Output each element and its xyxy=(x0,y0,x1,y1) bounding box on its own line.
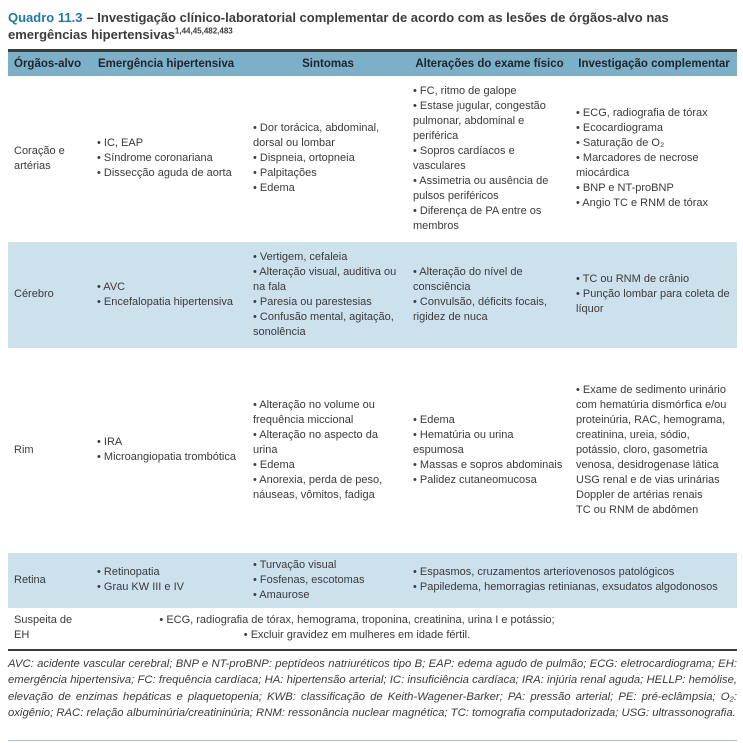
cell-line: USG renal e de vias urinárias xyxy=(576,473,720,486)
cell-line: • Hematúria ou urina espumosa xyxy=(413,428,514,456)
cell-line: • Amaurose xyxy=(253,588,310,601)
cell-line: • Anorexia, perda de peso, náuseas, vômitos, fadiga xyxy=(253,473,383,501)
exam-cell xyxy=(408,348,571,553)
cell-line: • Sopros cardíacos e vasculares xyxy=(413,144,515,172)
symptoms-cell xyxy=(248,348,408,553)
cell-line: • Alteração visual, auditiva ou na fala xyxy=(253,265,397,293)
header-exam: Alterações do exame físico xyxy=(408,51,571,76)
cell-line: • Paresia ou parestesias xyxy=(253,295,372,308)
suspected-eh-merged-cell xyxy=(92,608,737,649)
cell-line: • Assimetria ou ausência de pulsos periféricos xyxy=(413,174,549,202)
organ-cell xyxy=(8,76,92,242)
exam-cell xyxy=(408,242,571,348)
cell-line: • BNP e NT-proBNP xyxy=(576,182,674,194)
cell-line: Coração e artérias xyxy=(14,144,65,172)
header-emergency: Emergência hipertensiva xyxy=(92,51,248,76)
symptoms-cell xyxy=(248,242,408,348)
cell-line: • Microangiopatia trombótica xyxy=(97,451,236,463)
cell-line: • Dissecção aguda de aorta xyxy=(97,167,232,179)
cell-line: Retina xyxy=(14,573,46,586)
cell-line: • Turvação visual xyxy=(253,558,337,571)
investigation-cell xyxy=(571,242,737,348)
cell-line: • IRA xyxy=(97,436,123,448)
cell-line: • Palpitações xyxy=(253,167,317,179)
investigation-cell xyxy=(571,76,737,242)
symptoms-cell xyxy=(248,76,408,242)
table-body xyxy=(8,76,737,649)
cell-line: • Angio TC e RNM de tórax xyxy=(576,197,709,209)
cell-line: Rim xyxy=(14,443,34,456)
cell-line: • ECG, radiografia de tórax xyxy=(576,107,708,119)
cell-line: • Edema xyxy=(253,458,295,471)
emergency-cell xyxy=(92,553,248,608)
cell-line: • Diferença de PA entre os membros xyxy=(413,204,542,232)
cell-line: • Edema xyxy=(413,413,455,426)
cell-line: Suspeita de EH xyxy=(14,614,73,641)
table-row xyxy=(8,553,737,608)
cell-line: • Dispneia, ortopneia xyxy=(253,152,355,164)
organ-cell xyxy=(8,608,92,649)
cell-line: • Exame de sedimento urinário com hematúria dismórfica e/ou proteinúria, RAC, hemograma, creatinina, ureia, sódio, potássio, cloro, gasometria venosa, desidrogenase lática xyxy=(576,383,727,471)
cell-line: • Saturação de O₂ xyxy=(576,137,665,149)
bottom-rule xyxy=(8,740,737,741)
cell-line: • Espasmos, cruzamentos arteriovenosos patológicos xyxy=(413,566,675,578)
quadro-table xyxy=(8,49,737,649)
table-title xyxy=(8,9,737,43)
organ-cell xyxy=(8,242,92,348)
table-header xyxy=(8,51,737,76)
cell-line: • Confusão mental, agitação, sonolência xyxy=(253,310,394,338)
emergency-cell xyxy=(92,348,248,553)
cell-line: • Alteração do nível de consciência xyxy=(413,265,523,293)
cell-line: Cérebro xyxy=(14,288,54,300)
header-investigation: Investigação complementar xyxy=(571,51,737,76)
cell-line: • Marcadores de necrose miocárdica xyxy=(576,152,699,179)
symptoms-cell xyxy=(248,553,408,608)
organ-cell xyxy=(8,348,92,553)
table-row xyxy=(8,76,737,242)
cell-line: • Massas e sopros abdominais xyxy=(413,458,563,471)
cell-line: • Grau KW III e IV xyxy=(97,581,184,593)
cell-line: • Palidez cutaneomucosa xyxy=(413,473,537,486)
cell-line: • IC, EAP xyxy=(97,137,144,149)
cell-line: • Alteração no aspecto da urina xyxy=(253,428,378,456)
cell-line: • Estase jugular, congestão pulmonar, abdominal e periférica xyxy=(413,99,546,142)
table-title-text: – Investigação clínico-laboratorial complementar de acordo com as lesões de órgãos-alvo nas emergências hipertensivas xyxy=(8,10,669,42)
table-title-number: Quadro 11.3 xyxy=(8,10,83,25)
abbreviations-footnote: AVC: acidente vascular cerebral; BNP e NT-proBNP: peptídeos natriuréticos tipo B; EAP: edema agudo de pulmão; ECG: eletrocardiograma; EH: emergência hipertensiva; FC: frequência cardíaca; HA: hipertensão arterial; IC: insuficiência cardíaca; IRA: injúria renal aguda; HELLP: hemólise, elevação de enzimas hepáticas e plaquetopenia; KWB: classificação de Keith-Wagener-Barker; PA: pressão arterial; PE: pré-eclâmpsia; O₂: oxigênio; RAC: relação albuminúria/creatininúria; RNM: ressonância nuclear magnética; TC: tomografia computadorizada; USG: ultrassonografia. xyxy=(8,649,737,725)
emergency-cell xyxy=(92,76,248,242)
header-row xyxy=(8,51,737,76)
header-symptoms: Sintomas xyxy=(248,51,408,76)
header-organs: Órgãos-alvo xyxy=(8,51,92,76)
cell-line: • Dor torácica, abdominal, dorsal ou lombar xyxy=(253,122,380,149)
cell-line: • Ecocardiograma xyxy=(576,122,664,134)
cell-line: • Papiledema, hemorragias retinianas, exsudatos algodonosos xyxy=(413,581,718,593)
table-row xyxy=(8,608,737,649)
cell-line: • AVC xyxy=(97,280,126,293)
table-row xyxy=(8,242,737,348)
cell-line: TC ou RNM de abdômen xyxy=(576,503,699,516)
exam-investigation-merged-cell xyxy=(408,553,737,608)
emergency-cell xyxy=(92,242,248,348)
cell-line: • Alteração no volume ou frequência miccional xyxy=(253,398,375,426)
table-title-references: 1,44,45,482,483 xyxy=(174,26,233,36)
cell-line: • Encefalopatia hipertensiva xyxy=(97,295,233,308)
organ-cell xyxy=(8,553,92,608)
cell-line: • Convulsão, déficits focais, rigidez de nuca xyxy=(413,295,548,323)
table-row xyxy=(8,348,737,553)
cell-line: • Vertigem, cefaleia xyxy=(253,250,348,263)
cell-line: • Retinopatia xyxy=(97,566,160,578)
cell-line: • FC, ritmo de galope xyxy=(413,84,517,97)
investigation-cell xyxy=(571,348,737,553)
cell-line: • ECG, radiografia de tórax, hemograma, troponina, creatinina, urina I e potássio; xyxy=(159,614,555,626)
cell-line: • TC ou RNM de crânio xyxy=(576,273,690,285)
cell-line: • Punção lombar para coleta de líquor xyxy=(576,288,730,315)
cell-line: • Edema xyxy=(253,182,295,194)
exam-cell xyxy=(408,76,571,242)
cell-line: • Excluir gravidez em mulheres em idade fértil. xyxy=(243,629,471,641)
cell-line: Doppler de artérias renais xyxy=(576,488,703,501)
cell-line: • Síndrome coronariana xyxy=(97,152,213,164)
cell-line: • Fosfenas, escotomas xyxy=(253,573,365,586)
